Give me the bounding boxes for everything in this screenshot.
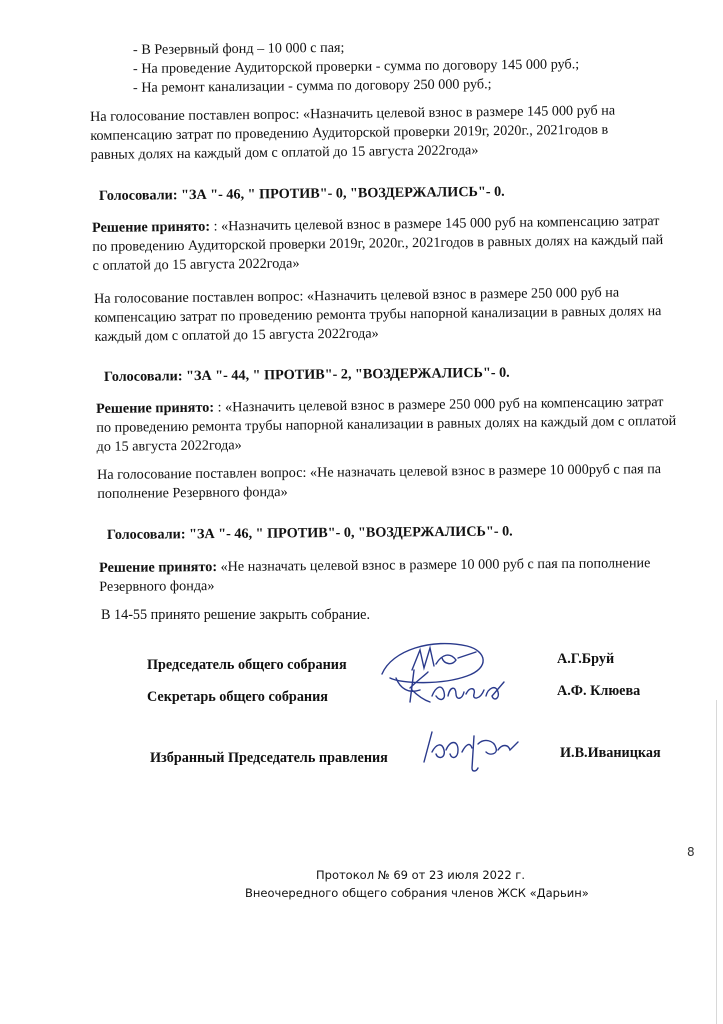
chair-name: А.Г.Бруй xyxy=(557,651,615,667)
question-1-line: равных долях на каждый дом с оплатой до 15 августа 2022года» xyxy=(90,142,479,163)
secretary-name: А.Ф. Клюева xyxy=(557,683,641,699)
chair-title: Председатель общего собрания xyxy=(147,657,347,673)
question-2-line: компенсацию затрат по проведению ремонта трубы напорной канализации в равных долях на xyxy=(94,303,662,326)
board-chair-name: И.В.Иваницкая xyxy=(560,745,661,761)
board-chair-signature xyxy=(416,722,526,774)
decision-3-line: Решение принято: «Не назначать целевой взнос в размере 10 000 руб с пая па пополнение xyxy=(99,555,651,576)
closing-statement: В 14-55 принято решение закрыть собрание. xyxy=(101,607,371,623)
decision-label: Решение принято: xyxy=(99,558,218,576)
vote-result-1: Голосовали: "ЗА "- 46, " ПРОТИВ"- 0, "ВОЗДЕРЖАЛИСЬ"- 0. xyxy=(98,183,505,204)
decision-2-line: до 15 августа 2022года» xyxy=(96,437,242,455)
vote-result-2: Голосовали: "ЗА "- 44, " ПРОТИВ"- 2, "ВОЗДЕРЖАЛИСЬ"- 0. xyxy=(103,364,510,385)
decision-label: Решение принято: xyxy=(92,218,211,236)
decision-3-line: Резервного фонда» xyxy=(99,577,215,595)
decision-2-line: по проведению ремонта трубы напорной канализации в равных долях на каждый дом с оплатой xyxy=(96,412,677,436)
board-chair-title: Избранный Председатель правления xyxy=(150,750,388,766)
decision-1-line: Решение принято: : «Назначить целевой взнос в размере 145 000 руб на компенсацию затрат xyxy=(92,213,660,236)
question-1-line: компенсацию затрат по проведению Аудиторской проверки 2019г, 2020г., 2021годов в xyxy=(90,121,609,144)
bullet-reserve-fund: - В Резервный фонд – 10 000 с пая; xyxy=(132,39,345,58)
vote-result-3: Голосовали: "ЗА "- 46, " ПРОТИВ"- 0, "ВОЗДЕРЖАЛИСЬ"- 0. xyxy=(106,523,513,543)
question-1-line: На голосование поставлен вопрос: «Назначить целевой взнос в размере 145 000 руб на xyxy=(90,102,616,125)
page-number: 8 xyxy=(687,845,695,859)
decision-label: Решение принято: xyxy=(96,399,215,417)
bullet-audit: - На проведение Аудиторской проверки - сумма по договору 145 000 руб.; xyxy=(132,56,580,77)
secretary-title: Секретарь общего собрания xyxy=(147,689,328,705)
decision-1-line: по проведению Аудиторской проверки 2019г, 2020г., 2021годов в равных долях на каждый пай xyxy=(92,232,664,255)
footer-protocol-line: Протокол № 69 от 23 июля 2022 г. xyxy=(316,868,525,882)
decision-2-line: Решение принято: : «Назначить целевой взнос в размере 250 000 руб на компенсацию затрат xyxy=(96,394,664,417)
scan-edge xyxy=(716,700,717,1024)
question-2-line: каждый дом с оплатой до 15 августа 2022года» xyxy=(94,325,379,345)
question-3-line: пополнение Резервного фонда» xyxy=(97,484,288,502)
bullet-sewer-repair: - На ремонт канализации - сумма по договору 250 000 руб.; xyxy=(132,76,492,96)
question-2-line: На голосование поставлен вопрос: «Назначить целевой взнос в размере 250 000 руб на xyxy=(94,284,620,307)
decision-1-line: с оплатой до 15 августа 2022года» xyxy=(92,255,300,274)
footer-meeting-line: Внеочередного общего собрания членов ЖСК «Дарьин» xyxy=(245,886,589,900)
secretary-signature xyxy=(400,662,520,712)
question-3-line: На голосование поставлен вопрос: «Не назначать целевой взнос в размере 10 000руб с пая па xyxy=(97,461,662,483)
